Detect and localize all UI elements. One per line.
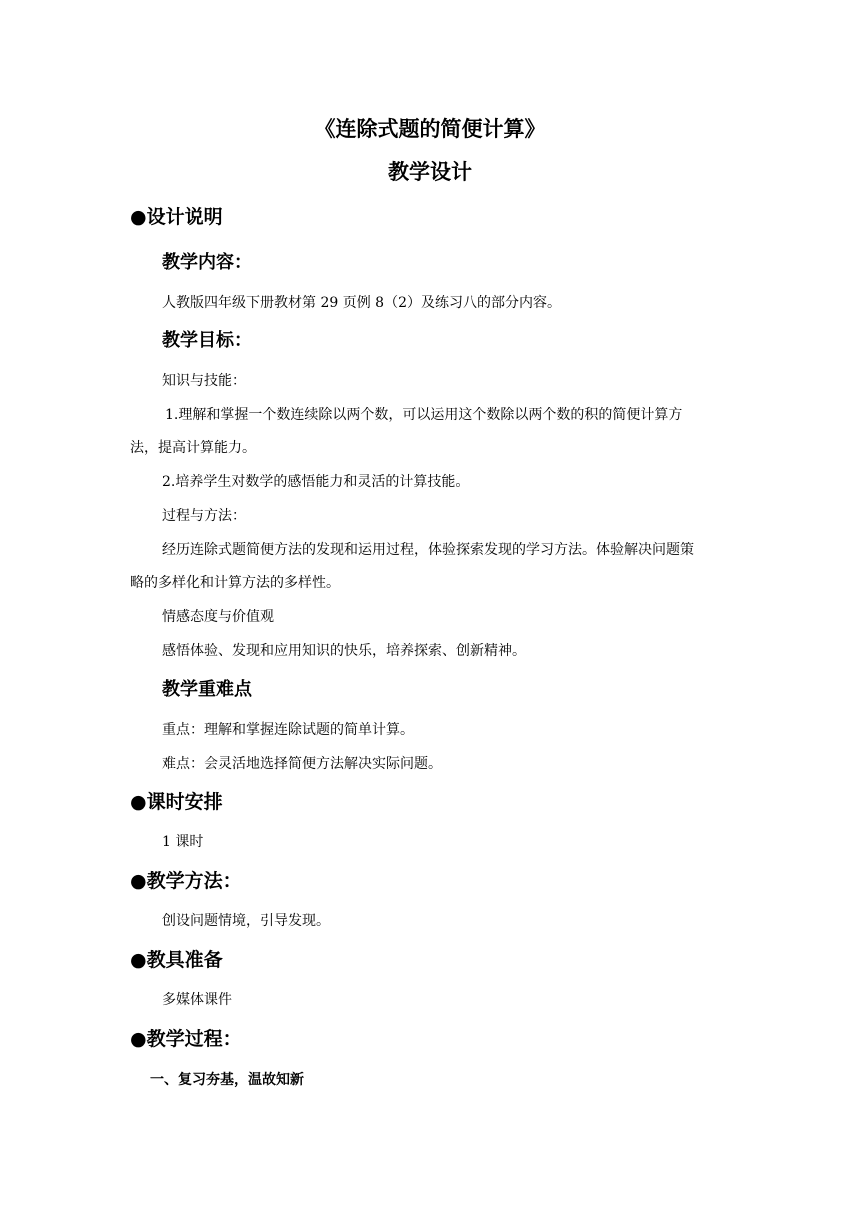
teaching-methods-text: 创设问题情境，引导发现。 [162, 913, 330, 929]
document-title: 《连除式题的简便计算》 [314, 117, 546, 141]
bullet-icon: ● [130, 1028, 147, 1050]
teaching-aids-text: 多媒体课件 [162, 992, 232, 1008]
bullet-icon: ● [130, 870, 147, 892]
emotion-values-label: 情感态度与价值观 [162, 609, 274, 625]
section-heading-teaching-methods [130, 868, 242, 894]
teaching-content-text: 人教版四年级下册教材第 29 页例 8（2）及练习八的部分内容。 [162, 295, 561, 311]
section-label: 设计说明 [146, 206, 223, 228]
section-heading-schedule [130, 789, 223, 815]
goal-item-2: 2.培养学生对数学的感悟能力和灵活的计算技能。 [162, 474, 470, 490]
difficult-point-text: 难点：会灵活地选择简便方法解决实际问题。 [162, 756, 442, 772]
subheading-key-points: 教学重难点 [162, 679, 252, 700]
schedule-text: 1 课时 [162, 834, 204, 850]
goal-item-1-line-1: 1.理解和掌握一个数连续除以两个数，可以运用这个数除以两个数的积的简便计算方 [165, 407, 683, 423]
bullet-icon: ● [130, 949, 147, 971]
section-heading-teaching-aids [130, 947, 223, 973]
section-label: 教具准备 [146, 949, 223, 971]
section-heading-teaching-process [130, 1026, 242, 1052]
emotion-values-text: 感悟体验、发现和应用知识的快乐，培养探索、创新精神。 [162, 643, 526, 659]
subheading-teaching-content: 教学内容： [162, 252, 252, 273]
goal-item-1-line-2: 法，提高计算能力。 [130, 440, 256, 456]
key-point-text: 重点：理解和掌握连除试题的简单计算。 [162, 722, 414, 738]
bullet-icon: ● [130, 791, 147, 813]
bullet-icon: ● [130, 206, 147, 228]
process-step-1-heading: 一、复习夯基，温故知新 [150, 1072, 304, 1088]
document-subtitle: 教学设计 [388, 160, 472, 184]
process-line-1: 经历连除式题简便方法的发现和运用过程，体验探索发现的学习方法。体验解决问题策 [162, 542, 694, 558]
section-label: 教学方法： [146, 870, 242, 892]
section-label: 课时安排 [146, 791, 223, 813]
process-line-2: 略的多样化和计算方法的多样性。 [130, 575, 340, 591]
process-method-label: 过程与方法： [162, 508, 246, 524]
section-heading-design-notes [130, 204, 223, 230]
knowledge-skills-label: 知识与技能： [162, 373, 246, 389]
subheading-teaching-goals: 教学目标： [162, 330, 252, 351]
section-label: 教学过程： [146, 1028, 242, 1050]
